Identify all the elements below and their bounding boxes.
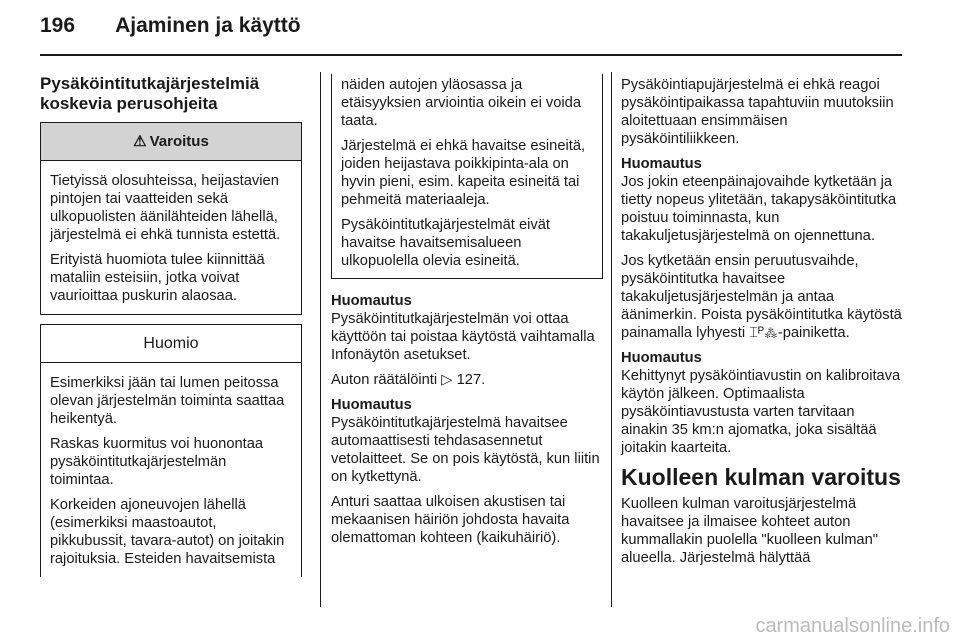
note-text: Jos jokin eteenpäinajovaihde kytketään ja tietty nopeus ylitetään, takapysäköintitutka poistuu toiminnasta, kun takakuljetusjärjestelmä on ojennettuna. — [621, 174, 897, 244]
warning-body — [41, 161, 301, 314]
notice-paragraph: Esimerkiksi jään tai lumen peitossa olevan järjestelmän toiminta saattaa heikentyä. — [50, 375, 285, 427]
section-heading: Kuolleen kulman varoitus — [621, 464, 901, 490]
body-paragraph: Kuolleen kulman varoitusjärjestelmä havaitsee ja ilmaisee kohteet auton kummallakin puolella "kuolleen kulman" alueella. Järjestelmä hälyttää — [621, 496, 878, 566]
body-text: Jos kytketään ensin peruutusvaihde, pysäköintitutka havaitsee takakuljetusjärjestelmän ja antaa äänimerkin. Poista pysäköintitutka käytöstä painamalla lyhyesti — [621, 253, 902, 341]
note-text: Pysäköintitutkajärjestelmän voi ottaa käyttöön tai poistaa käytöstä vaihtamalla Infonäytön asetukset. — [331, 311, 595, 363]
warning-title: Varoitus — [149, 132, 209, 150]
notice-paragraph: Raskas kuormitus voi huonontaa pysäköintitutkajärjestelmän toimintaa. — [50, 436, 264, 488]
column-3 — [621, 76, 903, 574]
note-title: Huomautus — [621, 156, 702, 172]
note — [331, 396, 603, 486]
page-number: 196 — [40, 14, 76, 37]
note — [331, 292, 603, 364]
column-divider — [611, 72, 612, 607]
notice-box-header — [41, 325, 301, 363]
reference-page: 127. — [456, 372, 486, 388]
notice-paragraph: Pysäköintitutkajärjestelmät eivät havaitse havaitsemisalueen ulkopuolella olevia esineitä. — [341, 217, 550, 269]
chapter-title: Ajaminen ja käyttö — [115, 14, 301, 37]
header-rule — [40, 54, 902, 56]
note-title: Huomautus — [331, 397, 412, 413]
reference-link[interactable]: Auton räätälöinti — [331, 372, 438, 388]
notice-paragraph: näiden autojen yläosassa ja etäisyyksien arviointia oikein ei voida taata. — [341, 77, 582, 129]
notice-body — [41, 363, 301, 577]
column-2 — [331, 74, 603, 554]
notice-paragraph: Järjestelmä ei ehkä havaitse esineitä, joiden heijastava poikkipinta-ala on hyvin pieni, esim. kapeita esineitä tai pehmeitä materiaaleja. — [341, 138, 586, 208]
notice-box-continued — [331, 74, 603, 279]
page-header — [40, 14, 301, 38]
note-title: Huomautus — [331, 293, 412, 309]
note-title: Huomautus — [621, 350, 702, 366]
watermark: carmanualsonline.info — [755, 615, 950, 637]
warning-triangle-icon: ⚠ — [133, 132, 147, 150]
note — [621, 155, 903, 245]
notice-box — [40, 324, 302, 577]
warning-box — [40, 122, 302, 315]
warning-box-header — [41, 123, 301, 161]
body-paragraph: Pysäköintiapujärjestelmä ei ehkä reagoi pysäköintipaikassa tapahtuviin muutoksiin aloitettuaan ensimmäisen pysäköintiliikkeen. — [621, 77, 894, 147]
notice-title: Huomio — [143, 334, 199, 352]
reference-arrow-icon: ▷ — [441, 372, 453, 388]
warning-paragraph: Tietyissä olosuhteissa, heijastavien pintojen tai vaatteiden sekä ulkopuolisten äänilähteiden lähellä, järjestelmä ei ehkä tunnista estettä. — [50, 173, 281, 243]
column-divider — [320, 72, 321, 607]
body-paragraph — [621, 252, 903, 342]
note-text: Kehittynyt pysäköintiavustin on kalibroitava käytön jälkeen. Optimaalista pysäköintiavustusta varten tarvitaan ainakin 35 km:n ajomatka, joka sisältää joitakin kaarteita. — [621, 368, 901, 456]
section-title: Pysäköintitutkajärjestelmiä koskevia perusohjeita — [40, 74, 260, 113]
notice-paragraph: Korkeiden ajoneuvojen lähellä (esimerkiksi maastoautot, pikkubussit, tavara-autot) on joitakin rajoituksia. Esteiden havaitsemista — [50, 497, 285, 567]
parking-assist-button-icon: ⌶ᴾ⁂ — [749, 325, 778, 341]
body-paragraph: Anturi saattaa ulkoisen akustisen tai mekaanisen häiriön johdosta havaita olemattoman kohteen (kaikuhäiriö). — [331, 494, 570, 546]
body-text: -painiketta. — [777, 325, 850, 341]
note — [621, 349, 903, 457]
note-text: Pysäköintitutkajärjestelmä havaitsee automaattisesti tehdasasennetut vetolaitteet. Se on pois käytöstä, kun liitin on kytkettynä. — [331, 415, 600, 485]
cross-reference — [331, 371, 603, 389]
column-1 — [40, 74, 302, 586]
warning-paragraph: Erityistä huomiota tulee kiinnittää mataliin esteisiin, jotka voivat vaurioittaa puskurin alaosaa. — [50, 252, 265, 304]
